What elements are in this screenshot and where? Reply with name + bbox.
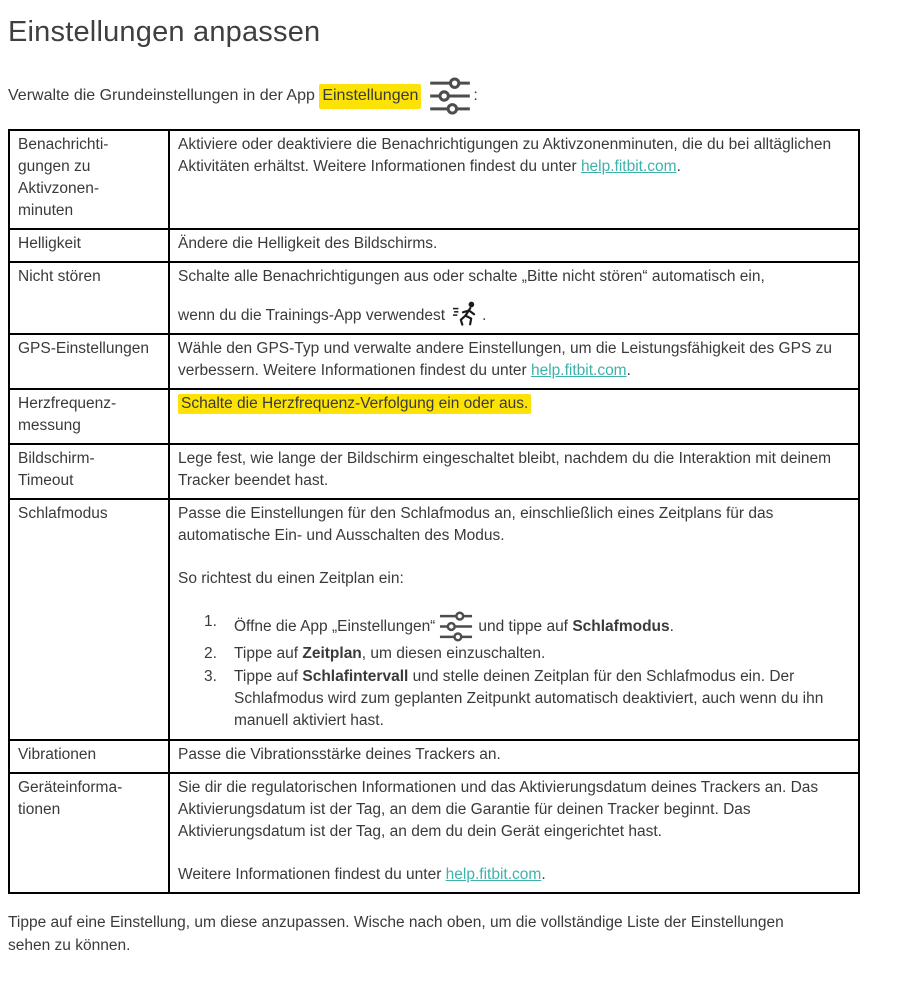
setting-desc-cell [169, 229, 859, 262]
spacer [178, 415, 849, 437]
step-2 [204, 643, 849, 665]
setting-name-line: minuten [18, 202, 74, 219]
step-number: 2. [204, 645, 217, 662]
help-fitbit-link[interactable]: help.fitbit.com [580, 158, 677, 175]
desc-text-with-icon [178, 301, 849, 327]
help-fitbit-link[interactable]: help.fitbit.com [445, 866, 542, 883]
running-exercise-icon [451, 301, 481, 327]
step-text-segment: , um diesen einzuschalten. [361, 645, 546, 662]
table-row-sleep-mode [9, 499, 859, 740]
setting-name-cell [9, 499, 169, 740]
setting-desc-cell [169, 499, 859, 740]
setting-name-cell [9, 229, 169, 262]
setting-name-line: Vibrationen [18, 746, 97, 763]
step-text [234, 611, 849, 642]
settings-table [8, 129, 860, 894]
desc-paragraph: So richtest du einen Zeitplan ein: [178, 570, 404, 587]
setting-name-line: GPS-Einstellungen [18, 340, 149, 357]
setting-name-cell [9, 334, 169, 389]
table-row-gps-settings [9, 334, 859, 389]
setting-name-cell [9, 773, 169, 893]
table-row-brightness [9, 229, 859, 262]
setting-desc-cell [169, 130, 859, 229]
desc-text: Wähle den GPS-Typ und verwalte andere Einstellungen, um die Leistungsfähigkeit des GPS zu verbessern. Weitere Informationen findest du unter [178, 340, 832, 379]
desc-text: . [541, 866, 546, 883]
table-row-heart-rate [9, 389, 859, 444]
step-text-segment: Tippe auf [234, 668, 303, 685]
setting-name-line: Helligkeit [18, 235, 81, 252]
setting-desc-cell [169, 773, 859, 893]
setting-name-line: Nicht stören [18, 268, 101, 285]
step-3 [204, 666, 849, 732]
step-bold-term: Zeitplan [302, 645, 362, 662]
setting-desc-cell [169, 334, 859, 389]
setting-name-cell [9, 740, 169, 773]
desc-text: Passe die Vibrationsstärke deines Trackers an. [178, 746, 501, 763]
setting-name-line: messung [18, 417, 81, 434]
desc-text: Lege fest, wie lange der Bildschirm eingeschaltet bleibt, nachdem du die Interaktion mit deinem Tracker beendet hast. [178, 450, 832, 489]
setting-name-line: Benachrichti- [18, 136, 109, 153]
desc-text: wenn du die Trainings-App verwendest [178, 307, 446, 324]
desc-text: . [482, 307, 487, 324]
intro-text-before: Verwalte die Grundeinstellungen in der App [8, 87, 315, 104]
table-row-vibrations [9, 740, 859, 773]
numbered-steps [204, 611, 849, 732]
intro-highlighted-word: Einstellungen [319, 84, 421, 109]
step-1 [204, 611, 849, 642]
setting-name-line: gungen zu [18, 158, 91, 175]
desc-text: Schalte alle Benachrichtigungen aus oder schalte „Bitte nicht stören“ automatisch ein, [178, 268, 765, 285]
highlighted-sentence: Schalte die Herzfrequenz-Verfolgung ein oder aus. [178, 394, 531, 414]
setting-name-cell [9, 444, 169, 499]
step-text-segment: und stelle deinen Zeitplan für den Schlafmodus ein. Der Schlafmodus wird zum geplanten Zeitpunkt automatisch deaktiviert, auch wenn du ihn manuell aktiviert hast. [234, 668, 824, 729]
settings-sliders-icon [439, 611, 473, 642]
setting-name-line: Geräteinforma- [18, 779, 123, 796]
step-text-segment: . [669, 618, 674, 635]
setting-name-line: Herzfrequenz- [18, 395, 117, 412]
setting-name-cell [9, 262, 169, 334]
setting-name-line: Schlafmodus [18, 505, 108, 522]
step-number: 1. [204, 613, 217, 630]
footer-note: Tippe auf eine Einstellung, um diese anzupassen. Wische nach oben, um die vollständige Liste der Einstellungen sehen zu können. [8, 914, 784, 954]
desc-text: Aktiviere oder deaktiviere die Benachrichtigungen zu Aktivzonenminuten, die du bei alltäglichen Aktivitäten erhältst. Weitere Informationen findest du unter [178, 136, 832, 175]
step-text-segment: und tippe auf [478, 618, 573, 635]
setting-name-line: Timeout [18, 472, 74, 489]
intro-text-after: : [473, 87, 478, 104]
setting-name-cell [9, 130, 169, 229]
step-bold-term: Schlafintervall [302, 668, 409, 685]
setting-desc-cell [169, 262, 859, 334]
help-fitbit-link[interactable]: help.fitbit.com [530, 362, 627, 379]
table-row-device-info [9, 773, 859, 893]
setting-name-line: tionen [18, 801, 61, 818]
desc-text: Ändere die Helligkeit des Bildschirms. [178, 235, 438, 252]
desc-text: . [676, 158, 681, 175]
step-text [234, 666, 849, 732]
desc-paragraph: Passe die Einstellungen für den Schlafmodus an, einschließlich eines Zeitplans für das automatische Ein- und Ausschalten des Modus. [178, 505, 774, 544]
desc-text: . [626, 362, 631, 379]
setting-name-cell [9, 389, 169, 444]
settings-sliders-icon [429, 77, 471, 115]
desc-text: Weitere Informationen findest du unter [178, 866, 446, 883]
setting-desc-cell [169, 389, 859, 444]
page-title: Einstellungen anpassen [8, 16, 321, 48]
setting-name-line: Aktivzonen- [18, 180, 99, 197]
step-text-segment: Öffne die App „Einstellungen“ [234, 618, 436, 635]
step-bold-term: Schlafmodus [572, 618, 670, 635]
setting-name-line: Bildschirm- [18, 450, 95, 467]
table-row-screen-timeout [9, 444, 859, 499]
table-row-do-not-disturb [9, 262, 859, 334]
table-row-active-zone-notifications [9, 130, 859, 229]
step-number: 3. [204, 668, 217, 685]
step-text [234, 643, 849, 665]
intro-paragraph [8, 77, 898, 115]
desc-paragraph: Sie dir die regulatorischen Informationen und das Aktivierungsdatum deines Trackers an. Das Aktivierungsdatum ist der Tag, an dem die Garantie für deinen Tracker beginnt. Das Aktivierungsdatum ist der Tag, an dem du dein Gerät eingerichtet hast. [178, 779, 819, 840]
setting-desc-cell [169, 740, 859, 773]
desc-paragraph [178, 864, 849, 886]
step-text-segment: Tippe auf [234, 645, 303, 662]
setting-desc-cell [169, 444, 859, 499]
